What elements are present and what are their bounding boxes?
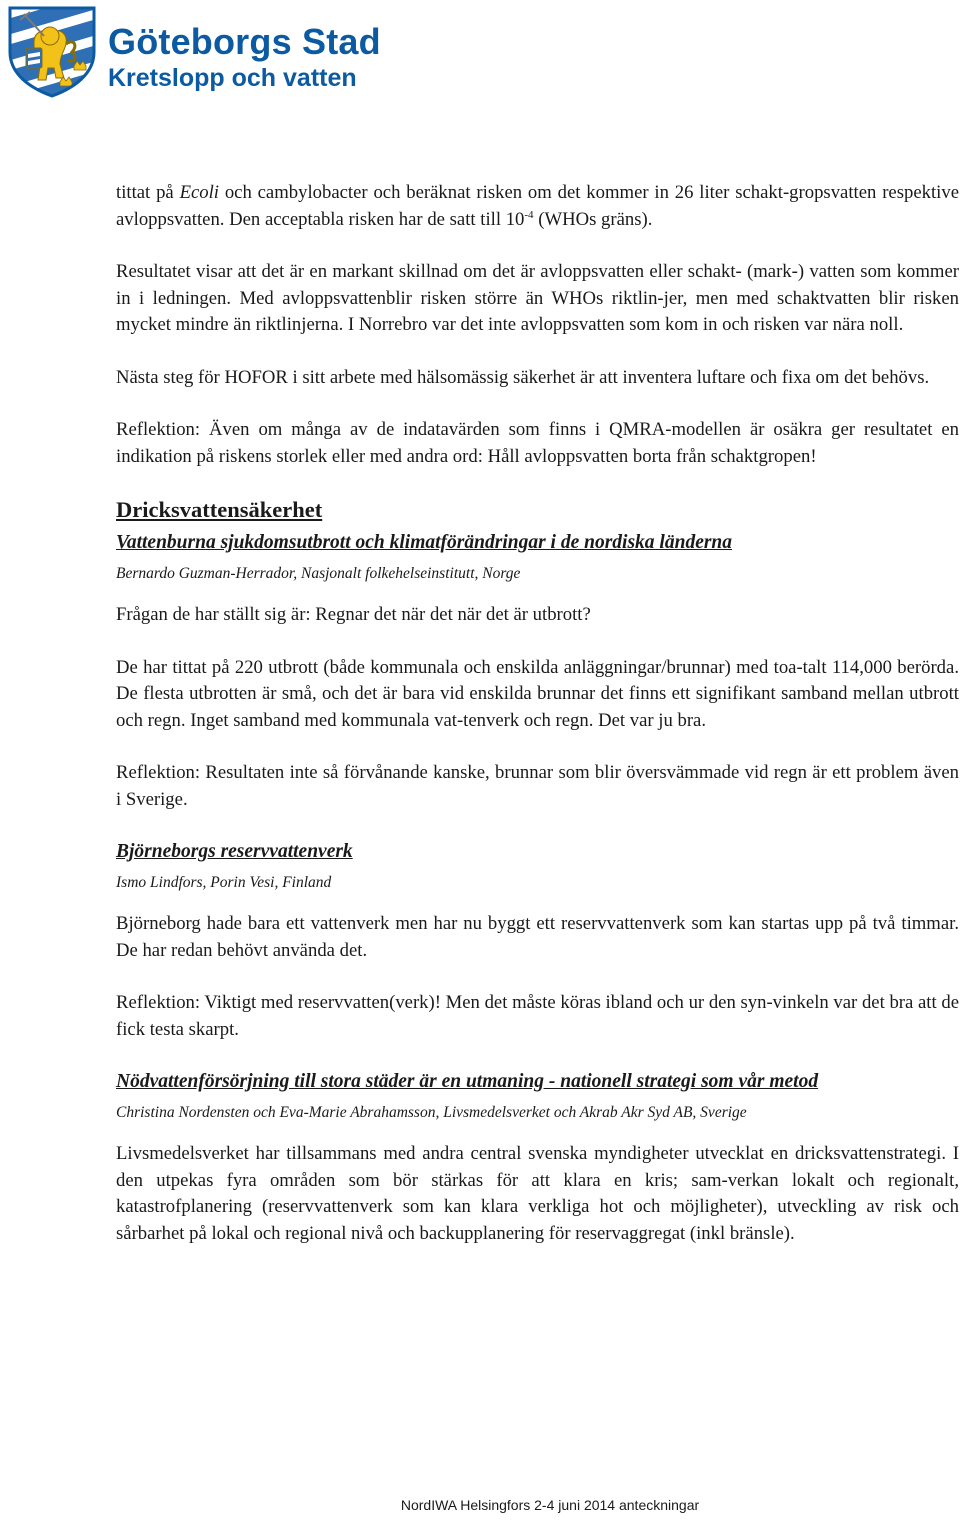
paragraph-risk-calc [116, 180, 959, 233]
talk-title: Björneborgs reservvattenverk [116, 841, 353, 862]
department-name: Kretslopp och vatten [108, 64, 357, 92]
text-fragment: tittat på [116, 182, 180, 203]
talk-reflection: Reflektion: Viktigt med reservvatten(verk)! Men det måste köras ibland och ur den syn-vinkeln var det bra att de fick testa skarpt. [116, 992, 959, 1040]
paragraph-next-step: Nästa steg för HOFOR i sitt arbete med hälsomässig säkerhet är att inventera luftare och fixa om det behövs. [116, 366, 930, 388]
talk-speaker: Christina Nordensten och Eva-Marie Abrahamsson, Livsmedelsverket och Akrab Akr Syd AB, Sverige [116, 1104, 747, 1121]
talk-speaker: Ismo Lindfors, Porin Vesi, Finland [116, 874, 332, 891]
goteborg-lion-crest-icon [4, 2, 100, 98]
org-name: Göteborgs Stad [108, 21, 381, 62]
section-heading: Dricksvattensäkerhet [116, 497, 323, 522]
talk-reflection: Reflektion: Resultaten inte så förvånande kanske, brunnar som blir översvämmade vid regn är ett problem även i Sverige. [116, 762, 959, 810]
talk-paragraph: De har tittat på 220 utbrott (både kommunala och enskilda anläggningar/brunnar) med toa-talt 114,000 berörda. De flesta utbrotten är små, och det är bara vid enskilda brunnar det finns ett signifikant samband mellan utbrott och regn. Inget samband med kommunala vat-tenverk och regn. Det var ju bra. [116, 656, 959, 731]
page-footer: NordIWA Helsingfors 2-4 juni 2014 anteckningar [400, 1497, 700, 1513]
talk-title: Nödvattenförsörjning till stora städer är en utmaning - nationell strategi som vår metod [116, 1071, 819, 1092]
talk-paragraph: Björneborg hade bara ett vattenverk men har nu byggt ett reservvattenverk som kan startas upp på två timmar. De har redan behövt använda det. [116, 913, 959, 961]
talk-title: Vattenburna sjukdomsutbrott och klimatförändringar i de nordiska länderna [116, 532, 733, 553]
document-body [116, 180, 959, 1247]
talk-paragraph: Livsmedelsverket har tillsammans med andra central svenska myndigheter utvecklat en dricksvattenstrategi. I den utpekas fyra områden som bör stärkas för att klara en kris; sam-verkan lokalt och regionalt, katastrofplanering (reservvattenverk som kan klara verkliga hot och möjligheter), utveckling av risk och sårbarhet på lokal och regional nivå och backupplanering för reservaggregat (inkl bränsle). [116, 1143, 959, 1244]
text-fragment: (WHOs gräns). [533, 208, 653, 230]
talk-paragraph: Frågan de har ställt sig är: Regnar det när det när det är utbrott? [116, 604, 591, 625]
organism-name: Ecoli [179, 182, 219, 203]
organization-header [108, 22, 381, 93]
paragraph-reflection: Reflektion: Även om många av de indatavärden som finns i QMRA-modellen är osäkra ger resultatet en indikation på riskens storlek eller med andra ord: Håll avloppsvatten borta från schaktgropen! [116, 419, 959, 467]
talk-speaker: Bernardo Guzman-Herrador, Nasjonalt folkehelseinstitutt, Norge [116, 565, 521, 582]
paragraph-result: Resultatet visar att det är en markant skillnad om det är avloppsvatten eller schakt- (mark-) vatten som kommer in i ledningen. Med avloppsvattenblir risken större än WHOs riktlin-jer, men med schaktvatten blir risken mycket mindre än riktlinjerna. I Norrebro var det inte avloppsvatten som kom in och risken var nära noll. [116, 261, 959, 335]
exponent: -4 [524, 208, 534, 221]
text-fragment: och cambylobacter och beräknat risken om det kommer in 26 liter schakt-gropsvatten respektive avloppsvatten. Den acceptabla risken har de satt till 10 [116, 182, 959, 230]
